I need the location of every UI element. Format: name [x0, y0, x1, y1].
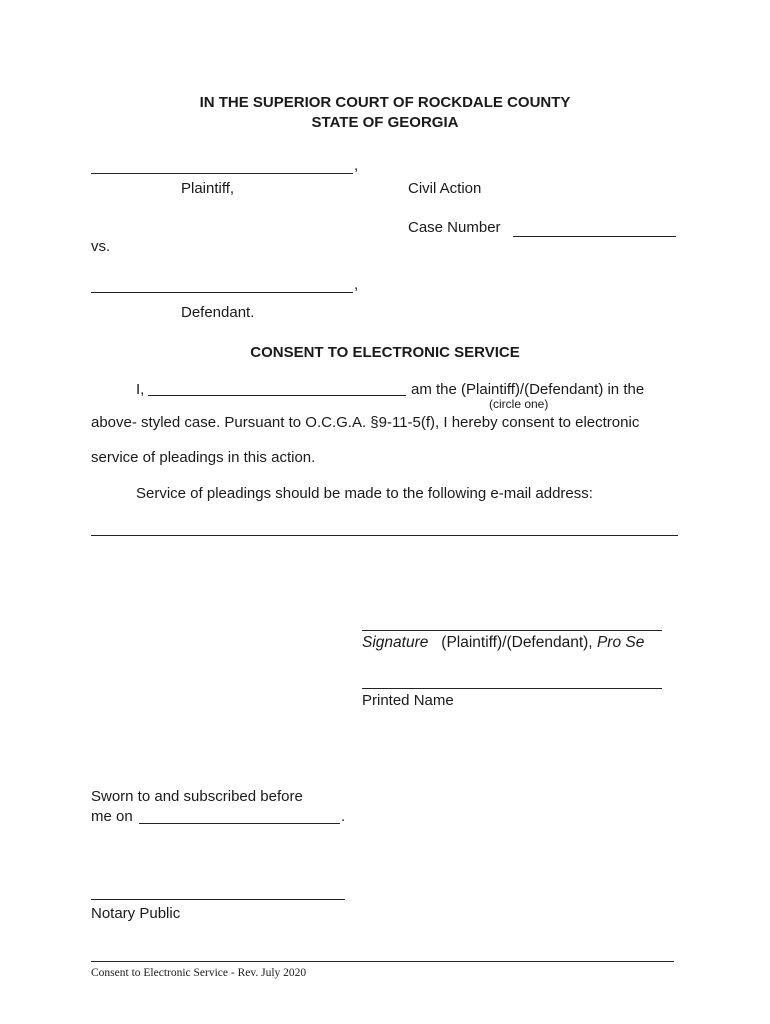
defendant-name-line [91, 292, 353, 293]
i-prefix: I, [136, 381, 145, 398]
paragraph-line-2: above- styled case. Pursuant to O.C.G.A. §9-11-5(f), I hereby consent to electronic [91, 414, 640, 431]
defendant-label: Defendant. [181, 304, 255, 321]
civil-action-label: Civil Action [408, 180, 482, 197]
notary-signature-line [91, 899, 345, 900]
vs-label: vs. [91, 238, 111, 255]
plaintiff-comma: , [354, 157, 359, 174]
printed-name-label: Printed Name [362, 692, 454, 709]
case-number-label: Case Number [408, 219, 501, 236]
footer-rule [91, 961, 674, 962]
notary-label: Notary Public [91, 905, 181, 922]
signature-caption [362, 634, 644, 652]
state-heading: STATE OF GEORGIA [311, 114, 459, 131]
party-role-text: am the (Plaintiff)/(Defendant) in the [411, 381, 645, 398]
party-name-line [148, 395, 406, 396]
plaintiff-name-line [91, 173, 353, 174]
signature-line [362, 630, 662, 631]
sworn-period: . [341, 808, 346, 825]
circle-one-note: (circle one) [489, 397, 549, 411]
footer-text: Consent to Electronic Service - Rev. July 2020 [91, 967, 307, 979]
sworn-line-2-prefix: me on [91, 808, 133, 825]
printed-name-line [362, 688, 662, 689]
signature-party: (Plaintiff)/(Defendant), [441, 634, 593, 651]
defendant-comma: , [354, 276, 359, 293]
plaintiff-label: Plaintiff, [181, 180, 235, 197]
court-heading: IN THE SUPERIOR COURT OF ROCKDALE COUNTY [199, 94, 571, 111]
email-instruction: Service of pleadings should be made to the following e-mail address: [136, 485, 593, 502]
paragraph-line-3: service of pleadings in this action. [91, 449, 316, 466]
sworn-date-line [139, 823, 340, 824]
signature-word: Signature [362, 634, 429, 651]
pro-se-label: Pro Se [596, 634, 645, 651]
document-title: CONSENT TO ELECTRONIC SERVICE [250, 344, 520, 361]
case-number-line [513, 236, 676, 237]
email-address-line [91, 535, 678, 536]
sworn-line-1: Sworn to and subscribed before [91, 788, 303, 805]
